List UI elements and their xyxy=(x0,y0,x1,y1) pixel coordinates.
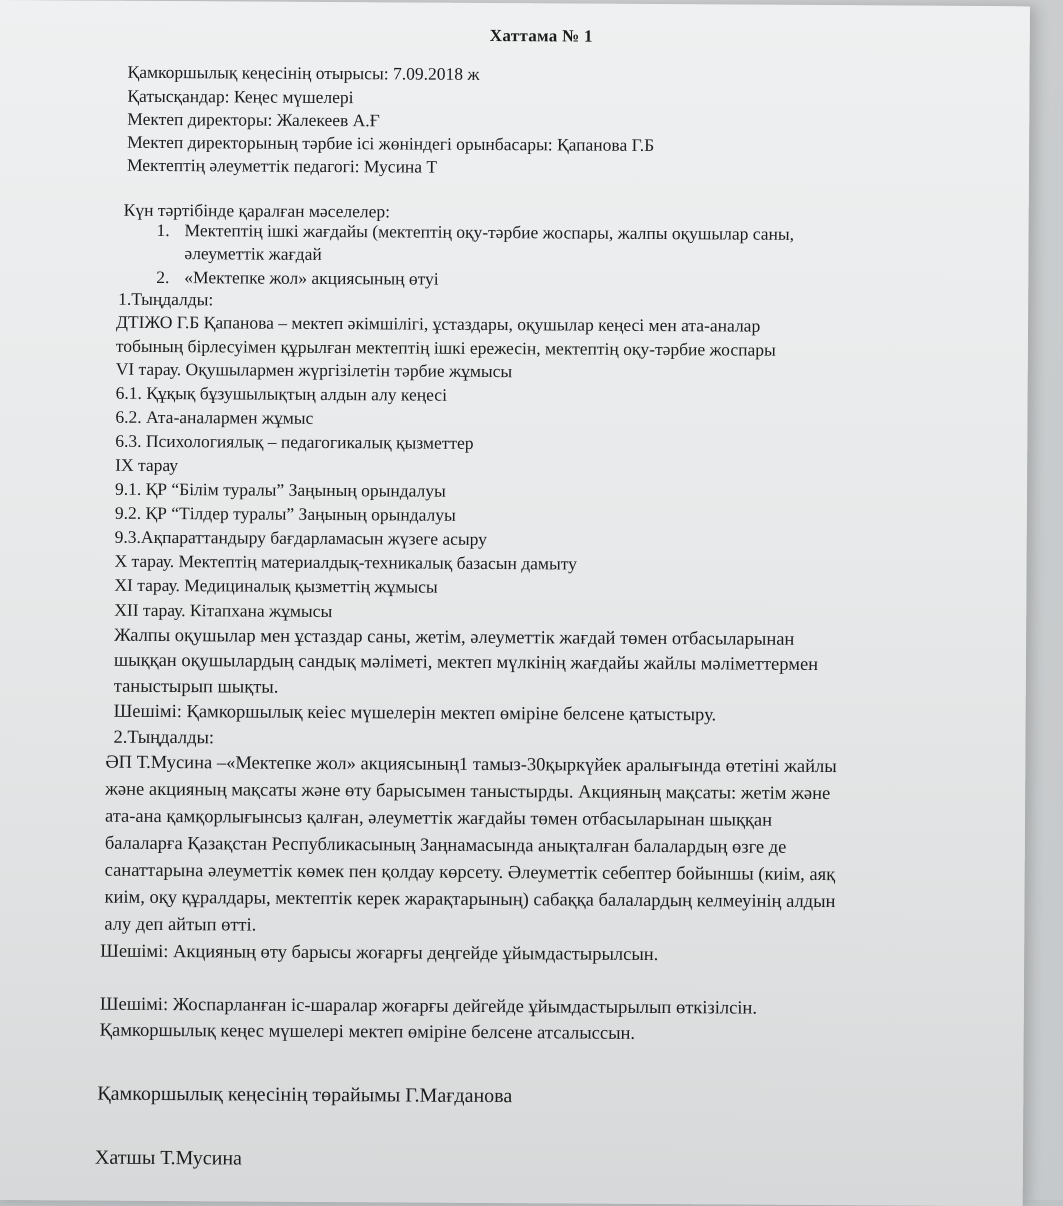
document-title: Хаттама № 1 xyxy=(489,25,593,46)
section-1-paragraph-line-1: ДТІЖО Г.Б Қапанова – мектеп әкімшілігі, ұстаздары, оқушылар кеңесі мен ата-аналар xyxy=(115,311,761,336)
agenda-item-1-text-cont: әлеуметтік жағдай xyxy=(184,243,322,264)
section-2-line-3: ата-ана қамқорлығынсыз қалған, әлеуметтік жағдайы төмен отбасыларынан шыққан xyxy=(104,806,773,831)
section-2-line-2: және акцияның мақсаты және өту барысымен таныстырды. Акцияның мақсаты: жетім және xyxy=(105,779,831,805)
chapter-9-3: 9.3.Ақпараттандыру бағдарламасын жүзеге асыру xyxy=(114,526,488,549)
section-2-line-1: ӘП Т.Мусина –«Мектепке жол» акциясының1 тамыз-30қыркүйек аралығында өтетіні жайлы xyxy=(105,752,837,778)
section-2-line-5: санаттарына әлеуметтік көмек пен қолдау көрсету. Әлеуметтік себептер бойыншы (киім, аяқ xyxy=(104,860,836,886)
section-1-summary-line-2: шыққан оқушылардың сандық мәліметі, мектеп мүлкінің жағдайы жайлы мәліметтермен xyxy=(113,650,819,676)
agenda-item-2-number: 2. xyxy=(156,266,170,288)
agenda-item-2-text: «Мектепке жол» акциясының өтуі xyxy=(184,267,439,289)
chapter-6-3: 6.3. Психологиялық – педагогикалық қызметтер xyxy=(115,430,474,453)
section-1-decision: Шешімі: Қамкоршылық кеіес мүшелерін мектеп өміріне белсене қатыстыру. xyxy=(113,701,717,726)
section-2-decision: Шешімі: Акцияның өту барысы жоғарғы деңгейде ұйымдастырылсын. xyxy=(100,941,659,966)
chapter-6-1: 6.1. Құқық бұзушылықтың алдын алу кеңесі xyxy=(115,382,448,405)
section-1-paragraph-line-2: тобының бірлесуімен құрылған мектептің ішкі ережесін, мектептің оқу-тәрбие жоспары xyxy=(115,335,776,360)
agenda-heading: Күн тәртібінде қаралған мәселелер: xyxy=(123,199,391,222)
agenda-item-1-text: Мектептің ішкі жағдайы (мектептің оқу-тәрбие жоспары, жалпы оқушылар саны, xyxy=(184,220,795,244)
chair-signature: Қамкоршылық кеңесінің төрайымы Г.Мағданова xyxy=(97,1082,513,1108)
agenda-item-1-number: 1. xyxy=(156,219,170,241)
final-decision-line-1: Шешімі: Жоспарланған іс-шаралар жоғарғы дейгейде ұйымдастырылып өткізілсін. xyxy=(99,994,758,1019)
chapter-11: XI тарау. Медициналық қызметтің жұмысы xyxy=(114,574,438,597)
section-2-line-7: алу деп айтып өтті. xyxy=(104,914,257,936)
section-2-heading: 2.Тыңдалды: xyxy=(113,727,215,749)
chapter-10: X тарау. Мектептің материалдық-техникалық базасын дамыту xyxy=(114,550,577,574)
chapter-6: VI тарау. Оқушылармен жүргізілетін тәрбие жұмысы xyxy=(115,358,513,382)
director-line: Мектеп директоры: Жалекеев А.Ғ xyxy=(127,108,380,131)
secretary-signature: Хатшы Т.Мусина xyxy=(94,1146,243,1170)
participants-line: Қатысқандар: Кеңес мүшелері xyxy=(127,85,354,108)
final-decision-line-2: Қамкоршылық кеңес мүшелері мектеп өміріне белсене атсалыссын. xyxy=(99,1020,636,1044)
chapter-12: XII тарау. Кітапхана жұмысы xyxy=(114,599,333,622)
chapter-9-2: 9.2. ҚР “Тілдер туралы” Заңының орындалуы xyxy=(114,502,456,525)
chapter-9-1: 9.1. ҚР “Білім туралы” Заңының орындалуы xyxy=(114,478,446,501)
meeting-date-line: Қамкоршылық кеңесінің отырысы: 7.09.2018 ж xyxy=(127,61,480,84)
section-2-line-4: балаларға Қазақстан Республикасының Заңнамасында анықталған балалардың өзге де xyxy=(104,833,787,858)
section-1-summary-line-3: таныстырып шықты. xyxy=(113,676,279,698)
deputy-line: Мектеп директорының тәрбие ісі жөніндегі орынбасары: Қапанова Г.Б xyxy=(127,131,655,155)
chapter-9: IX тарау xyxy=(115,454,179,476)
social-pedagogue-line: Мектептің әлеуметтік педагогі: Мусина Т xyxy=(126,154,438,177)
section-1-summary-line-1: Жалпы оқушылар мен ұстаздар саны, жетім, әлеуметтік жағдай төмен отбасыларынан xyxy=(114,625,795,650)
section-2-line-6: киім, оқу құралдары, мектептік керек жарақтарының) сабаққа балалардың келмеуінің алдын xyxy=(104,887,836,913)
chapter-6-2: 6.2. Ата-аналармен жұмыс xyxy=(115,406,314,428)
section-1-heading: 1.Тыңдалды: xyxy=(118,288,214,310)
